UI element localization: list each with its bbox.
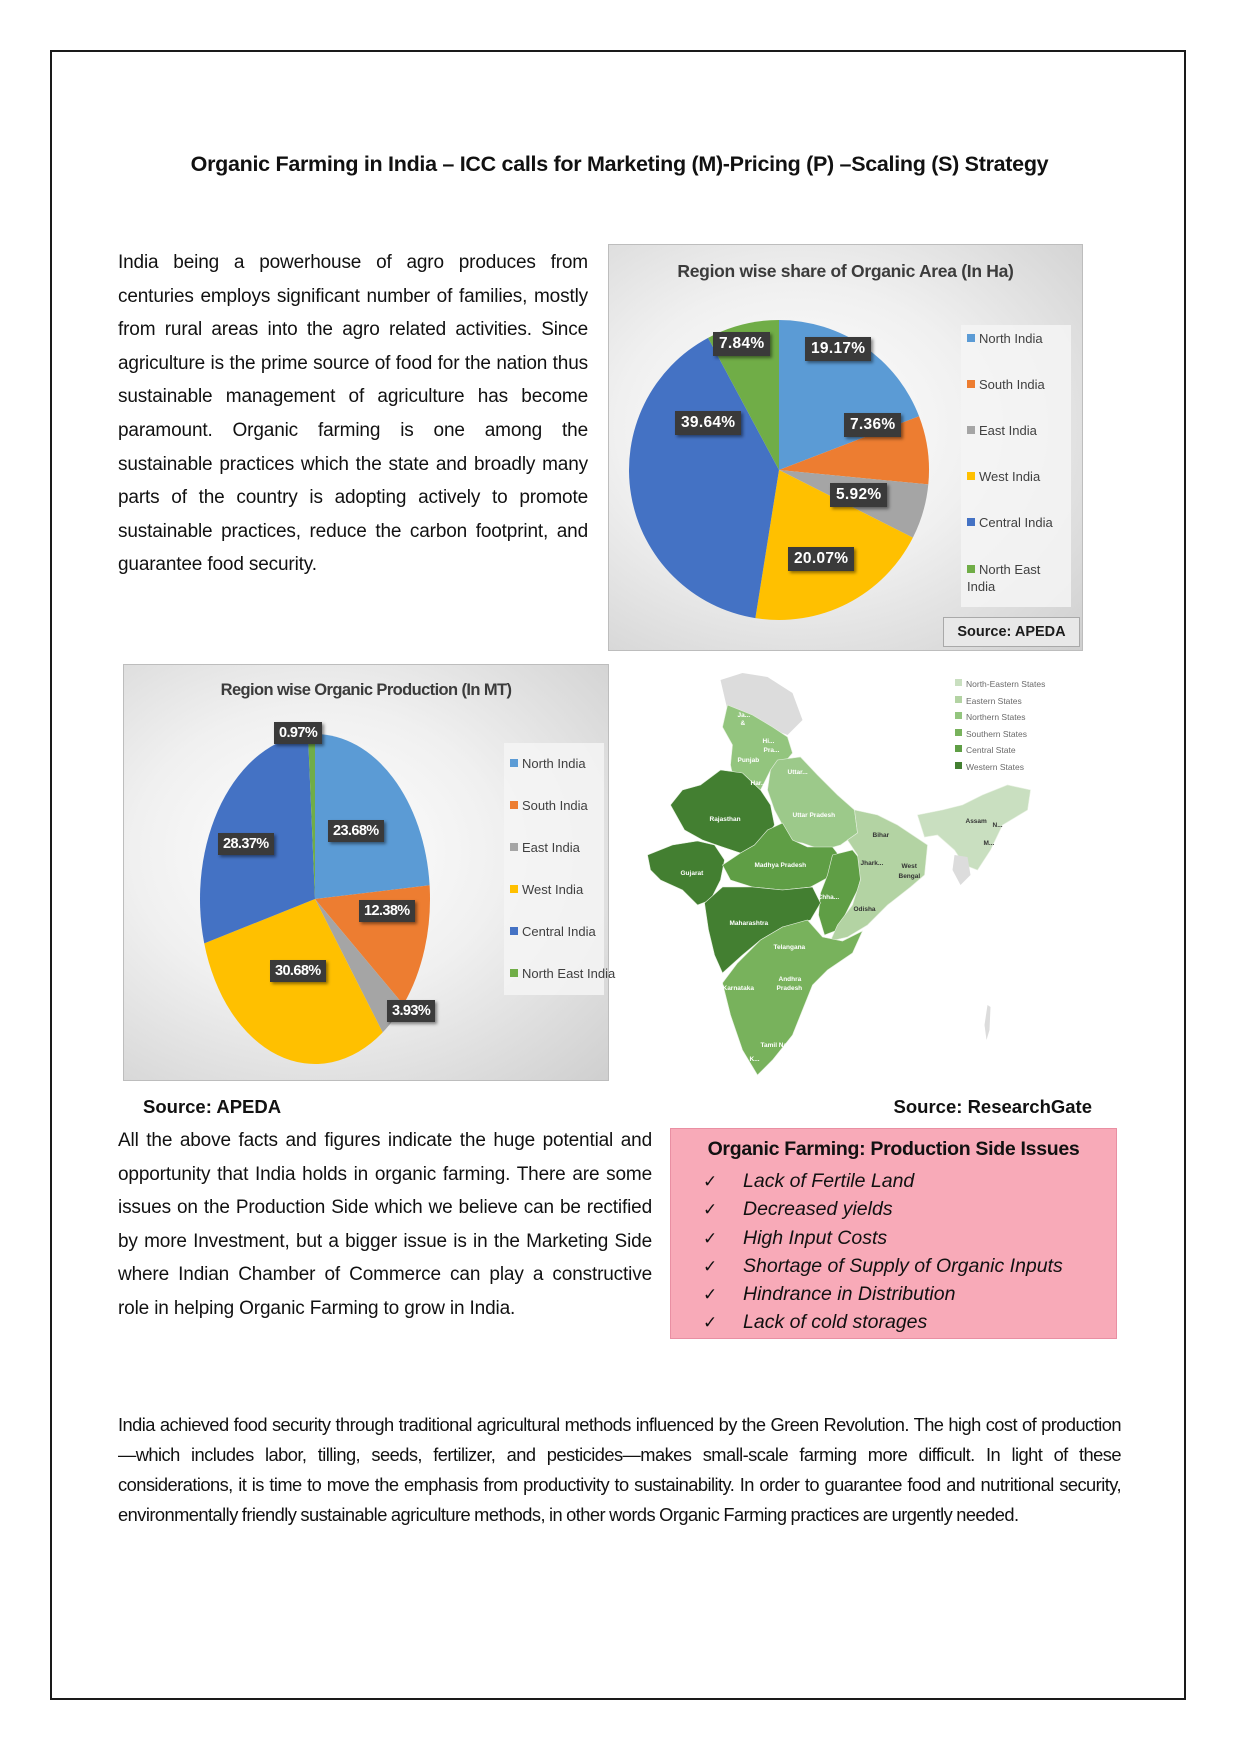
legend-swatch-icon	[510, 801, 518, 809]
svg-text:Odisha: Odisha	[853, 906, 876, 913]
intro-paragraph: India being a powerhouse of agro produces from centuries employs significant number of families, mostly from rural areas into the agro related activities. Since agriculture is the prime source of food for the nation thus sustainable management of agriculture has become paramount. Organic farming is one among the sustainable practices which the state and broadly many parts of the country is adopting actively to promote sustainable practices, reduce the carbon footprint, and guarantee food security.	[118, 252, 588, 576]
svg-text:K...: K...	[749, 1056, 760, 1063]
map-region-north-eastern	[918, 785, 1031, 870]
legend-swatch-icon	[955, 762, 962, 769]
checkmark-icon: ✓	[703, 1285, 718, 1305]
legend-item: South India	[510, 798, 588, 813]
svg-text:Har...: Har...	[750, 780, 767, 787]
legend-swatch-icon	[510, 927, 518, 935]
issue-text: High Input Costs	[743, 1226, 888, 1249]
data-label: 30.68%	[270, 960, 326, 982]
legend-swatch-icon	[967, 426, 975, 434]
issues-title: Organic Farming: Production Side Issues	[707, 1138, 1080, 1160]
legend-item: North India	[510, 756, 586, 771]
svg-text:Chha...: Chha...	[817, 894, 840, 901]
legend-swatch-icon	[955, 679, 962, 686]
data-label: 3.93%	[387, 1000, 435, 1022]
svg-text:Pradesh: Pradesh	[776, 985, 803, 992]
legend-swatch-icon	[955, 696, 962, 703]
svg-text:Telangana: Telangana	[773, 944, 806, 951]
issue-text: Lack of cold storages	[743, 1311, 928, 1334]
pie-slice-north-india	[315, 734, 430, 899]
legend-swatch-icon	[510, 759, 518, 767]
source-apeda-label: Source: APEDA	[143, 1096, 282, 1117]
data-label: 20.07%	[788, 547, 854, 571]
chart-title: Region wise Organic Production (In MT)	[220, 681, 512, 699]
svg-text:Bengal: Bengal	[898, 873, 921, 880]
potential-paragraph: All the above facts and figures indicate the huge potential and opportunity that India holds in organic farming. There are some issues on the Production Side which we believe can be rectified by more Investment, but a bigger issue is in the Marketing Side where Indian Chamber of Commerce can play a constructive role in helping Organic Farming to grow in India.	[118, 1130, 652, 1319]
legend-item: Central India	[967, 515, 1053, 530]
legend-swatch-icon	[510, 885, 518, 893]
map-region-islands-grey	[985, 1005, 991, 1040]
legend-swatch-icon	[955, 729, 962, 736]
chart-title: Region wise share of Organic Area (In Ha)	[677, 261, 1014, 281]
issue-item	[703, 1308, 1063, 1336]
data-label: 23.68%	[328, 820, 384, 842]
legend-swatch-icon	[967, 472, 975, 480]
svg-text:Gujarat: Gujarat	[680, 870, 704, 877]
map-legend-item: Southern States	[955, 726, 1045, 743]
checkmark-icon: ✓	[703, 1200, 718, 1220]
issue-text: Lack of Fertile Land	[743, 1170, 915, 1192]
map-legend-item: Western States	[955, 759, 1045, 776]
data-label: 28.37%	[218, 833, 274, 855]
legend-item: West India	[967, 469, 1040, 484]
issue-text: Decreased yields	[743, 1198, 893, 1221]
svg-text:&: &	[740, 720, 746, 727]
issue-item	[703, 1167, 1063, 1195]
svg-text:Madhya Pradesh: Madhya Pradesh	[754, 862, 807, 869]
svg-text:N...: N...	[992, 822, 1003, 829]
legend-item: North East India	[967, 562, 1041, 594]
legend-item: North East India	[510, 966, 615, 981]
issue-text: Shortage of Supply of Organic Inputs	[743, 1254, 1063, 1277]
svg-text:Jhark...: Jhark...	[860, 860, 884, 867]
svg-text:M...: M...	[983, 840, 995, 847]
svg-text:Uttar Pradesh: Uttar Pradesh	[792, 812, 836, 819]
legend-swatch-icon	[967, 380, 975, 388]
svg-text:Punjab: Punjab	[737, 757, 760, 764]
map-legend-item: Northern States	[955, 709, 1045, 726]
legend-item: East India	[967, 423, 1037, 438]
production-issues-box	[670, 1128, 1117, 1339]
svg-text:Pra...: Pra...	[763, 747, 780, 754]
svg-text:Hi...: Hi...	[762, 738, 775, 745]
issue-text: Hindrance in Distribution	[743, 1283, 956, 1306]
svg-text:Maharashtra: Maharashtra	[729, 920, 769, 927]
map-legend-item: Central State	[955, 742, 1045, 759]
checkmark-icon: ✓	[703, 1256, 718, 1276]
svg-text:Rajasthan: Rajasthan	[709, 816, 741, 823]
map-region-bangladesh-grey	[953, 855, 971, 885]
legend-item: South India	[967, 377, 1045, 392]
data-label: 12.38%	[359, 900, 415, 922]
data-label: 39.64%	[675, 411, 741, 435]
issue-item	[703, 1280, 1063, 1308]
svg-text:Tamil Nadu: Tamil Nadu	[760, 1042, 796, 1049]
chart-legend	[504, 743, 616, 995]
chart-source-label: Source: APEDA	[943, 617, 1080, 647]
legend-swatch-icon	[510, 843, 518, 851]
svg-text:Uttar...: Uttar...	[787, 769, 808, 776]
issue-item	[703, 1224, 1063, 1252]
svg-text:Assam: Assam	[965, 818, 987, 825]
legend-item: East India	[510, 840, 580, 855]
issues-list	[703, 1167, 1063, 1337]
data-label: 0.97%	[274, 722, 322, 744]
svg-text:West: West	[901, 863, 917, 870]
issue-item	[703, 1252, 1063, 1280]
map-legend-item: North-Eastern States	[955, 676, 1045, 693]
legend-swatch-icon	[967, 334, 975, 342]
legend-swatch-icon	[510, 969, 518, 977]
organic-production-pie-chart	[123, 664, 616, 1081]
source-researchgate-label: Source: ResearchGate	[893, 1096, 1092, 1117]
checkmark-icon: ✓	[703, 1228, 718, 1248]
legend-swatch-icon	[955, 745, 962, 752]
data-label: 5.92%	[830, 483, 887, 507]
issue-item	[703, 1195, 1063, 1223]
svg-text:Karnataka: Karnataka	[722, 985, 754, 992]
map-legend-item: Eastern States	[955, 693, 1045, 710]
legend-swatch-icon	[967, 518, 975, 526]
data-label: 7.84%	[713, 332, 770, 356]
legend-swatch-icon	[967, 565, 975, 573]
chart-legend	[961, 325, 1071, 607]
map-legend	[955, 676, 1045, 775]
legend-item: Central India	[510, 924, 596, 939]
data-label: 19.17%	[805, 337, 871, 361]
checkmark-icon: ✓	[703, 1172, 718, 1191]
svg-text:Andhra: Andhra	[778, 976, 802, 983]
organic-area-pie-chart	[608, 244, 1083, 651]
conclusion-paragraph: India achieved food security through traditional agricultural methods influenced by the Green Revolution. The high cost of production—which includes labor, tilling, seeds, fertilizer, and pesticides—makes small-scale farming more difficult. In light of these considerations, it is time to move the emphasis from productivity to sustainability. In order to guarantee food and nutritional security, environmentally friendly sustainable agriculture methods, in other words Organic Farming practices are urgently needed.	[118, 1414, 1121, 1525]
page-title: Organic Farming in India – ICC calls for Marketing (M)-Pricing (P) –Scaling (S) Strategy	[190, 152, 1049, 176]
legend-item: West India	[510, 882, 583, 897]
checkmark-icon: ✓	[703, 1313, 718, 1333]
svg-text:Bihar: Bihar	[872, 832, 890, 839]
legend-item: North India	[967, 331, 1043, 346]
svg-text:Ja...: Ja...	[737, 712, 751, 719]
legend-swatch-icon	[955, 712, 962, 719]
data-label: 7.36%	[844, 413, 901, 437]
